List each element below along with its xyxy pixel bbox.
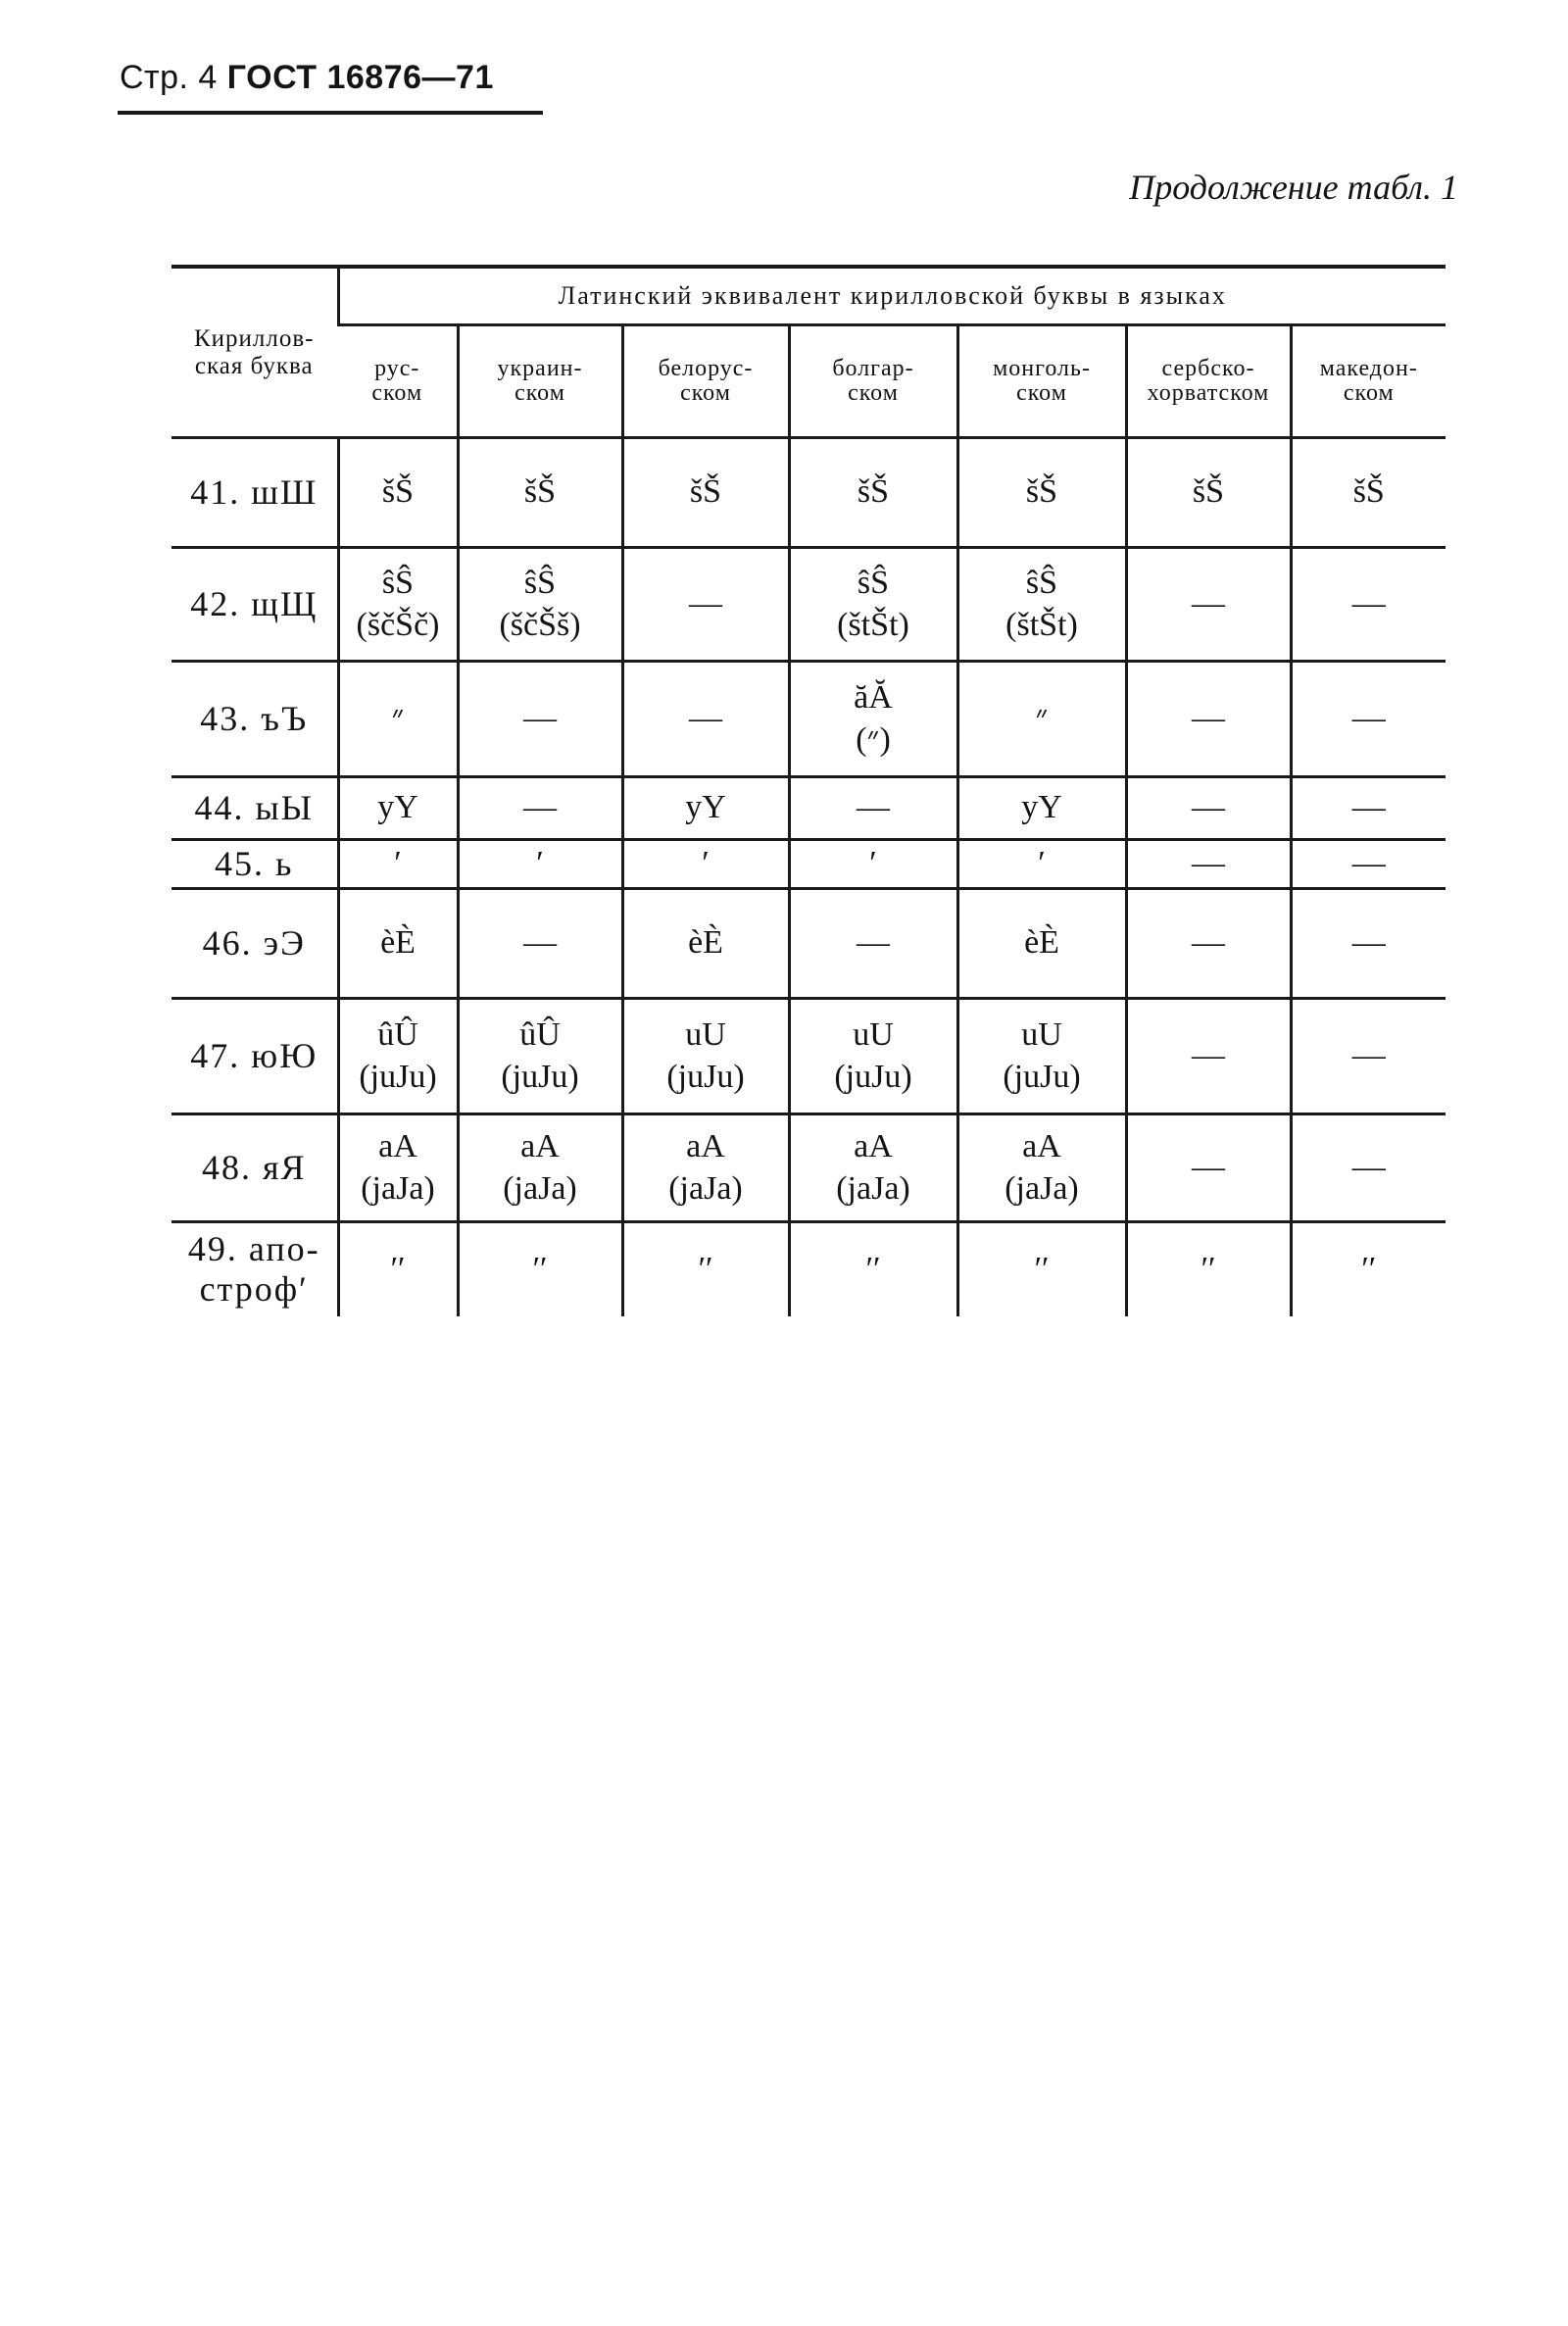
cyrillic-letter-cell: 47. юЮ [172, 999, 338, 1114]
latin-equivalent-cell: — [1126, 548, 1291, 662]
latin-equivalent-cell: ′ [338, 840, 458, 889]
cyrillic-letter-cell: 41. шШ [172, 438, 338, 548]
table-header-row [172, 267, 1446, 325]
latin-equivalent-cell: ′′ [458, 1222, 622, 1316]
latin-equivalent-cell: ′ [458, 840, 622, 889]
latin-equivalent-cell: aA (jaJa) [789, 1114, 957, 1222]
table-row [172, 777, 1446, 840]
language-header: белорус- ском [622, 325, 789, 438]
table-row [172, 1222, 1446, 1316]
latin-equivalent-group-header: Латинский эквивалент кирилловской буквы в языках [338, 267, 1446, 325]
language-header-row [172, 325, 1446, 438]
latin-equivalent-cell: ûÛ (juJu) [458, 999, 622, 1114]
table-row [172, 1114, 1446, 1222]
cyrillic-letter-cell: 44. ыЫ [172, 777, 338, 840]
latin-equivalent-cell: uU (juJu) [622, 999, 789, 1114]
latin-equivalent-cell: — [1126, 999, 1291, 1114]
latin-equivalent-cell: ăĂ (״) [789, 662, 957, 777]
header-rule [118, 111, 543, 115]
latin-equivalent-cell: ûÛ (juJu) [338, 999, 458, 1114]
latin-equivalent-cell: šŠ [957, 438, 1126, 548]
table-row [172, 548, 1446, 662]
latin-equivalent-cell: — [458, 662, 622, 777]
latin-equivalent-cell: — [1126, 840, 1291, 889]
latin-equivalent-cell: ′ [622, 840, 789, 889]
latin-equivalent-cell: — [1126, 777, 1291, 840]
latin-equivalent-cell: èÈ [622, 889, 789, 999]
latin-equivalent-cell: uU (juJu) [789, 999, 957, 1114]
latin-equivalent-cell: — [1291, 777, 1446, 840]
cyrillic-letter-cell: 49. апо- строф′ [187, 1228, 320, 1310]
standard-number: ГОСТ 16876—71 [226, 59, 494, 96]
table-row [172, 999, 1446, 1114]
page-header [120, 59, 494, 97]
latin-equivalent-cell: — [458, 889, 622, 999]
language-header: рус- ском [338, 325, 458, 438]
latin-equivalent-cell: šŠ [1126, 438, 1291, 548]
latin-equivalent-cell: šŠ [789, 438, 957, 548]
latin-equivalent-cell: ′′ [789, 1222, 957, 1316]
latin-equivalent-cell: ״ [957, 662, 1126, 777]
latin-equivalent-cell: èÈ [338, 889, 458, 999]
latin-equivalent-cell: — [1126, 1114, 1291, 1222]
language-header: украин- ском [458, 325, 622, 438]
language-header: болгар- ском [789, 325, 957, 438]
latin-equivalent-cell: — [1126, 662, 1291, 777]
latin-equivalent-cell: — [1291, 1114, 1446, 1222]
latin-equivalent-cell: — [1126, 889, 1291, 999]
cyrillic-letter-cell: 43. ъЪ [172, 662, 338, 777]
latin-equivalent-cell: yY [338, 777, 458, 840]
latin-equivalent-cell: — [622, 662, 789, 777]
table-row [172, 889, 1446, 999]
latin-equivalent-cell: — [1291, 548, 1446, 662]
latin-equivalent-cell: aA (jaJa) [458, 1114, 622, 1222]
latin-equivalent-cell: ′′ [338, 1222, 458, 1316]
language-header: македон- ском [1291, 325, 1446, 438]
latin-equivalent-cell: — [458, 777, 622, 840]
table-row [172, 438, 1446, 548]
latin-equivalent-cell: ŝŜ (štŠt) [957, 548, 1126, 662]
latin-equivalent-cell: yY [957, 777, 1126, 840]
cyrillic-letter-cell: 48. яЯ [172, 1114, 338, 1222]
latin-equivalent-cell: èÈ [957, 889, 1126, 999]
table-continuation-label: Продолжение табл. 1 [1129, 168, 1458, 207]
cyrillic-letter-cell: 46. эЭ [172, 889, 338, 999]
latin-equivalent-cell: ′′ [622, 1222, 789, 1316]
table-row [172, 662, 1446, 777]
latin-equivalent-cell: ŝŜ (ščŠš) [458, 548, 622, 662]
latin-equivalent-cell: — [622, 548, 789, 662]
latin-equivalent-cell: — [1291, 889, 1446, 999]
latin-equivalent-cell: šŠ [458, 438, 622, 548]
cyrillic-letter-cell: 42. щЩ [172, 548, 338, 662]
cyrillic-letter-column-header: Кириллов- ская буква [172, 267, 338, 438]
latin-equivalent-cell: šŠ [338, 438, 458, 548]
latin-equivalent-cell: ′ [957, 840, 1126, 889]
language-header: сербско- хорватском [1126, 325, 1291, 438]
latin-equivalent-cell: ŝŜ (štŠt) [789, 548, 957, 662]
table-row [172, 840, 1446, 889]
latin-equivalent-cell: šŠ [1291, 438, 1446, 548]
page-number: Стр. 4 [120, 59, 218, 96]
table-body [172, 438, 1446, 1316]
latin-equivalent-cell: — [789, 777, 957, 840]
latin-equivalent-cell: ״ [338, 662, 458, 777]
latin-equivalent-cell: aA (jaJa) [622, 1114, 789, 1222]
latin-equivalent-cell: ŝŜ (ščŠč) [338, 548, 458, 662]
latin-equivalent-cell: ′′ [1291, 1222, 1446, 1316]
latin-equivalent-cell: yY [622, 777, 789, 840]
latin-equivalent-cell: aA (jaJa) [957, 1114, 1126, 1222]
latin-equivalent-cell: — [1291, 662, 1446, 777]
language-header: монголь- ском [957, 325, 1126, 438]
latin-equivalent-cell: uU (juJu) [957, 999, 1126, 1114]
latin-equivalent-cell: — [1291, 840, 1446, 889]
transliteration-table [172, 265, 1446, 1316]
latin-equivalent-cell: aA (jaJa) [338, 1114, 458, 1222]
latin-equivalent-cell: — [1291, 999, 1446, 1114]
latin-equivalent-cell: ′ [789, 840, 957, 889]
cyrillic-letter-cell: 45. ь [172, 840, 338, 889]
latin-equivalent-cell: ′′ [957, 1222, 1126, 1316]
latin-equivalent-cell: šŠ [622, 438, 789, 548]
latin-equivalent-cell: ′′ [1126, 1222, 1291, 1316]
latin-equivalent-cell: — [789, 889, 957, 999]
